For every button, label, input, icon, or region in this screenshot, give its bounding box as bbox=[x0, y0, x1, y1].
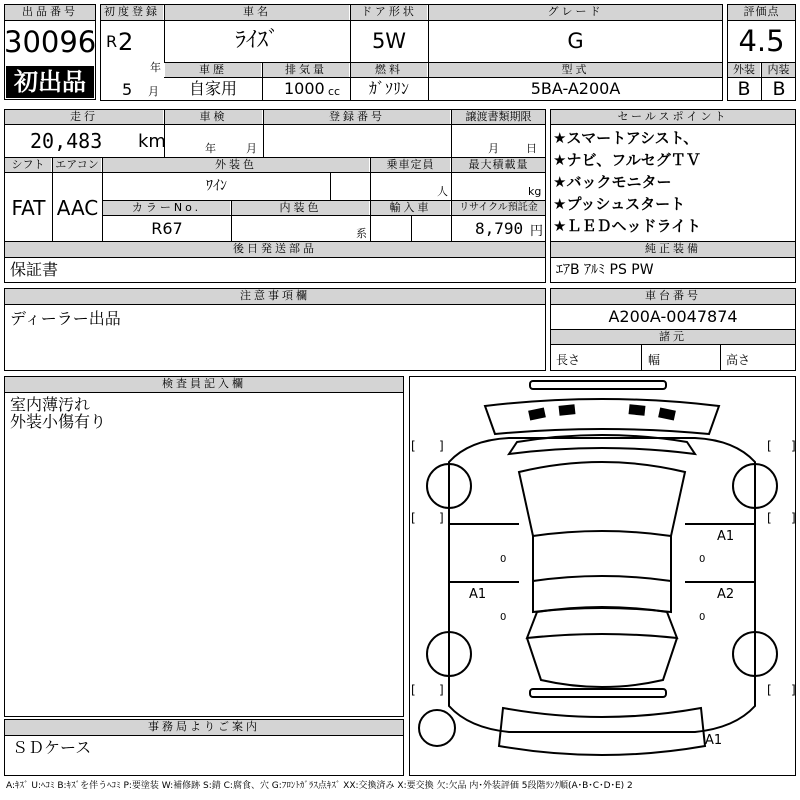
transfer-label: 譲渡書類期限 bbox=[452, 110, 545, 124]
first-listing-badge bbox=[6, 66, 94, 98]
notes-value: ディーラー出品 bbox=[10, 309, 121, 328]
grade-value: G bbox=[567, 29, 584, 53]
capacity-label: 乗車定員 bbox=[371, 158, 450, 172]
grade-label: グレード bbox=[429, 5, 722, 20]
chassis-value: A200A-0047874 bbox=[608, 307, 738, 326]
displacement-label: 排気量 bbox=[263, 63, 349, 77]
sales-point-5: ★ＬＥＤヘッドライト bbox=[553, 217, 701, 235]
mark-spare: A1 bbox=[705, 733, 723, 748]
equipment-label: 純正装備 bbox=[551, 242, 795, 257]
spec-length: 長さ bbox=[556, 353, 581, 367]
capacity-unit: 人 bbox=[437, 185, 448, 198]
office-label: 事務局よりご案内 bbox=[5, 720, 403, 735]
first-reg-year: 2 bbox=[118, 28, 134, 56]
displacement-unit: cc bbox=[328, 85, 341, 98]
inspector-line-1: 室内薄汚れ bbox=[10, 395, 91, 414]
interior-unit: 系 bbox=[356, 227, 367, 240]
int-score-label: 内装 bbox=[762, 63, 795, 77]
sales-point-3: ★バックモニター bbox=[553, 173, 672, 191]
model-value: 5BA-A200A bbox=[530, 79, 621, 98]
mileage-value: 20,483 bbox=[30, 129, 103, 153]
ext-score-label: 外装 bbox=[728, 63, 760, 77]
office-value: ＳＤケース bbox=[12, 738, 92, 757]
reg-no-label: 登録番号 bbox=[264, 110, 450, 124]
mileage-label: 走行 bbox=[5, 110, 163, 124]
first-reg-era: R bbox=[106, 32, 118, 51]
bracket-rear-right: [ bbox=[767, 683, 772, 697]
chassis-label: 車台番号 bbox=[551, 289, 795, 304]
equipment-value: ｴｱB ｱﾙﾐ PS PW bbox=[556, 262, 654, 278]
fuel-label: 燃料 bbox=[351, 63, 427, 77]
bracket-front-left: [ bbox=[411, 439, 416, 453]
max-load-unit: kg bbox=[528, 185, 542, 198]
door-value: 5W bbox=[371, 29, 407, 53]
sales-point-1: ★スマートアシスト、 bbox=[553, 129, 699, 147]
bracket-mid-right-close: ] bbox=[791, 511, 796, 525]
int-score-value: B bbox=[772, 78, 786, 100]
later-parts-label: 後日発送部品 bbox=[5, 242, 545, 257]
lot-label: 出品番号 bbox=[5, 5, 95, 20]
recycle-value: 8,790 bbox=[475, 219, 524, 238]
score-label: 評価点 bbox=[728, 5, 795, 20]
first-reg-label: 初度登録 bbox=[101, 5, 163, 20]
bracket-mid-left-close: ] bbox=[439, 511, 444, 525]
bracket-rear-left: [ bbox=[411, 683, 416, 697]
mileage-unit: km bbox=[138, 131, 166, 152]
inspection-label: 車検 bbox=[165, 110, 262, 124]
car-name-value: ﾗｲｽﾞ bbox=[234, 28, 279, 53]
legend: A:ｷｽﾞ U:ﾍｺﾐ B:ｷｽﾞを伴うﾍｺﾐ P:要塗装 W:補修跡 S:錆 C:腐食、穴 G:ﾌﾛﾝﾄｶﾞﾗｽ点ｷｽﾞ XX:交換済み X:要交換 欠:欠品 内･外装評価 5段階ﾗﾝｸ順(A･B･C･D･E) 2 bbox=[6, 781, 633, 791]
inspection-year-unit: 年 bbox=[205, 142, 216, 155]
score-value: 4.5 bbox=[738, 24, 785, 58]
color-no-label: カラーNo. bbox=[103, 201, 230, 215]
sales-points-label: セールスポイント bbox=[551, 110, 795, 124]
door-label: ドア形状 bbox=[351, 5, 427, 20]
exterior-label: 外装色 bbox=[103, 158, 369, 172]
history-value: 自家用 bbox=[188, 79, 237, 98]
lot-number: 30096 bbox=[4, 25, 97, 59]
model-label: 型式 bbox=[429, 63, 722, 77]
first-reg-year-unit: 年 bbox=[150, 61, 161, 74]
zero-front-left: 0 bbox=[500, 554, 507, 565]
aircon-value: AAC bbox=[56, 196, 99, 220]
first-reg-month: 5 bbox=[122, 80, 133, 99]
specs-label: 諸元 bbox=[551, 330, 795, 344]
spec-height: 高さ bbox=[726, 353, 751, 367]
fuel-value: ｶﾞｿﾘﾝ bbox=[368, 79, 409, 98]
history-label: 車歴 bbox=[165, 63, 261, 77]
bracket-front-right-close: ] bbox=[791, 439, 796, 453]
import-label: 輸入車 bbox=[371, 201, 450, 215]
mark-front-right-door: A1 bbox=[717, 529, 735, 544]
mark-rear-right-door: A2 bbox=[717, 587, 735, 602]
zero-rear-right: 0 bbox=[699, 612, 706, 623]
transfer-day-unit: 日 bbox=[526, 142, 537, 155]
bracket-mid-left: [ bbox=[411, 511, 416, 525]
bracket-rear-left-close: ] bbox=[439, 683, 444, 697]
notes-label: 注意事項欄 bbox=[5, 289, 545, 304]
first-listing-text: 初出品 bbox=[14, 68, 86, 96]
color-no-value: R67 bbox=[151, 219, 183, 238]
car-diagram bbox=[409, 376, 796, 776]
recycle-unit: 円 bbox=[530, 224, 544, 239]
spec-width: 幅 bbox=[648, 353, 661, 367]
bracket-mid-right: [ bbox=[767, 511, 772, 525]
shift-label: シフト bbox=[5, 158, 51, 172]
exterior-value: ﾜｲﾝ bbox=[206, 178, 227, 194]
shift-value: FAT bbox=[11, 196, 46, 220]
sales-point-4: ★プッシュスタート bbox=[553, 195, 686, 213]
sales-point-2: ★ナビ、フルセグＴＶ bbox=[553, 151, 701, 169]
later-parts-value: 保証書 bbox=[10, 260, 59, 279]
inspector-label: 検査員記入欄 bbox=[5, 377, 403, 392]
first-reg-month-unit: 月 bbox=[148, 85, 159, 98]
mark-front-left-door: A1 bbox=[469, 587, 487, 602]
inspector-line-2: 外装小傷有り bbox=[10, 412, 107, 431]
displacement-value: 1000 bbox=[284, 79, 325, 98]
transfer-month-unit: 月 bbox=[488, 142, 499, 155]
inspection-month-unit: 月 bbox=[246, 142, 257, 155]
zero-front-right: 0 bbox=[699, 554, 706, 565]
zero-rear-left: 0 bbox=[500, 612, 507, 623]
car-name-label: 車名 bbox=[165, 5, 349, 20]
interior-label: 内装色 bbox=[232, 201, 369, 215]
bracket-rear-right-close: ] bbox=[791, 683, 796, 697]
bracket-front-left-close: ] bbox=[439, 439, 444, 453]
aircon-label: エアコン bbox=[53, 158, 101, 172]
recycle-label: リサイクル預託金 bbox=[452, 201, 545, 215]
bracket-front-right: [ bbox=[767, 439, 772, 453]
max-load-label: 最大積載量 bbox=[452, 158, 545, 172]
ext-score-value: B bbox=[737, 78, 751, 100]
